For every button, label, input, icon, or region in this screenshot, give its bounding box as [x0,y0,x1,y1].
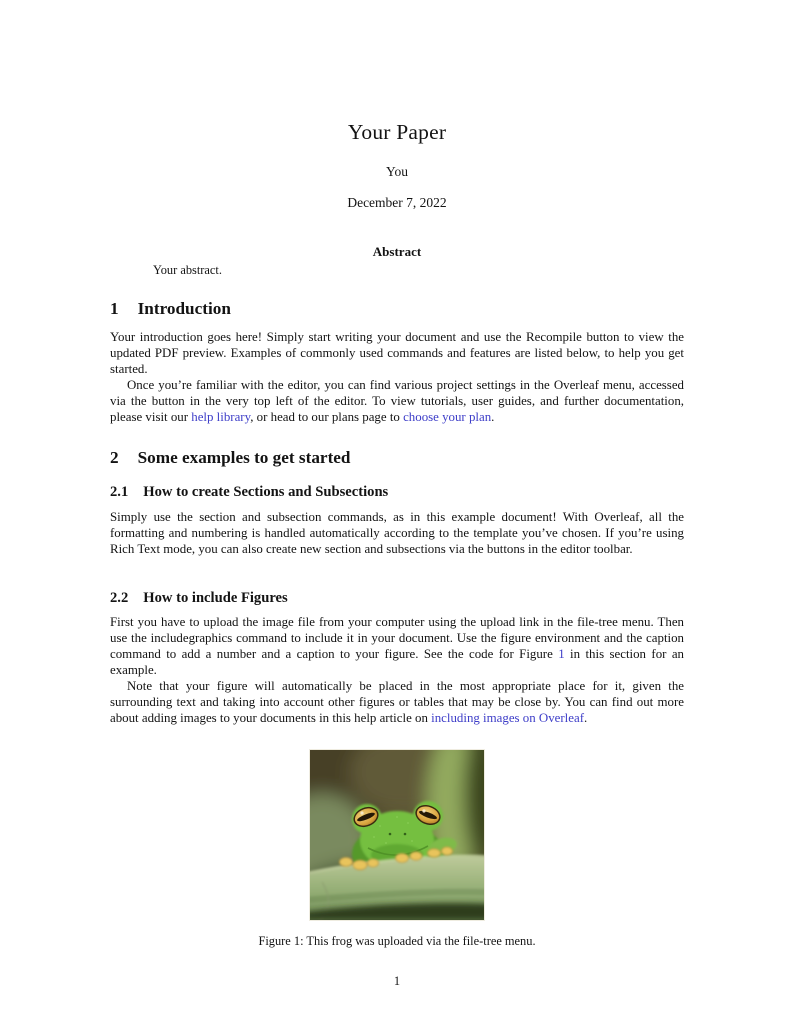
text-run: First you have to upload the image file from your computer using the upload link in the file-tree menu. Then use the includegraphics command to include it in your document. Use the figure environment and the caption command to add a number and a caption to your figure. See the code for Figure [110,615,684,661]
inline-link[interactable]: 1 [558,647,565,661]
intro-paragraph-1: Your introduction goes here! Simply start writing your document and use the Recompile button to view the updated PDF preview. Examples of commonly used commands and features are listed below, to help you get started. [110,330,684,376]
text-run: in this section for an example. [110,647,684,677]
subsection-2-2-body [110,614,684,726]
subsection-2-2-number: 2.2 [110,590,129,606]
sections-paragraph: Simply use the section and subsection commands, as in this example document! With Overleaf, all the formatting and numbering is handled automatically according to the template you’ve chosen. If you’re using Rich Text mode, you can also create new section and subsections via the buttons in the editor toolbar. [110,510,684,556]
abstract-heading: Abstract [372,244,422,259]
section-1-heading [110,299,684,319]
section-2-heading [110,448,684,468]
subsection-2-2-title: How to include Figures [143,590,288,606]
text-run: Note that your figure will automatically be placed in the most appropriate place for it, given the surrounding text and taking into account other figures or tables that may be close by. You can find out more about adding images to your documents in this help article on [110,679,684,725]
section-1-title: Introduction [137,299,231,318]
page-number: 1 [393,974,401,988]
paper-date: December 7, 2022 [347,195,447,210]
paper-author: You [386,164,408,179]
text-run: . [584,711,588,725]
figure-1 [310,750,484,920]
paper-title: Your Paper [347,120,447,144]
inline-link[interactable]: including images on Overleaf [431,711,584,725]
section-1-number: 1 [110,299,119,318]
frog-photo [310,750,484,920]
text-run: , or head to our plans page to [250,410,404,424]
subsection-2-1-number: 2.1 [110,484,129,500]
figures-paragraph-1 [110,614,684,678]
subsection-2-1-heading [110,484,684,501]
subsection-2-1-body [110,509,684,557]
section-2-number: 2 [110,448,119,467]
figures-paragraph-2 [110,678,684,726]
section-1-body [110,329,684,425]
inline-link[interactable]: choose your plan [403,410,492,424]
subsection-2-1-title: How to create Sections and Subsections [143,484,389,500]
text-run: . [491,410,495,424]
section-2-title: Some examples to get started [137,448,351,467]
text-run: Once you’re familiar with the editor, you can find various project settings in the Overleaf menu, accessed via the button in the very top left of the editor. To view tutorials, user guides, and further documentation, please visit our [110,378,684,424]
intro-paragraph-2 [110,377,684,425]
subsection-2-2-heading [110,590,684,607]
figure-1-caption: Figure 1: This frog was uploaded via the file-tree menu. [258,934,536,948]
abstract-text: Your abstract. [153,263,222,277]
inline-link[interactable]: help library [191,410,251,424]
